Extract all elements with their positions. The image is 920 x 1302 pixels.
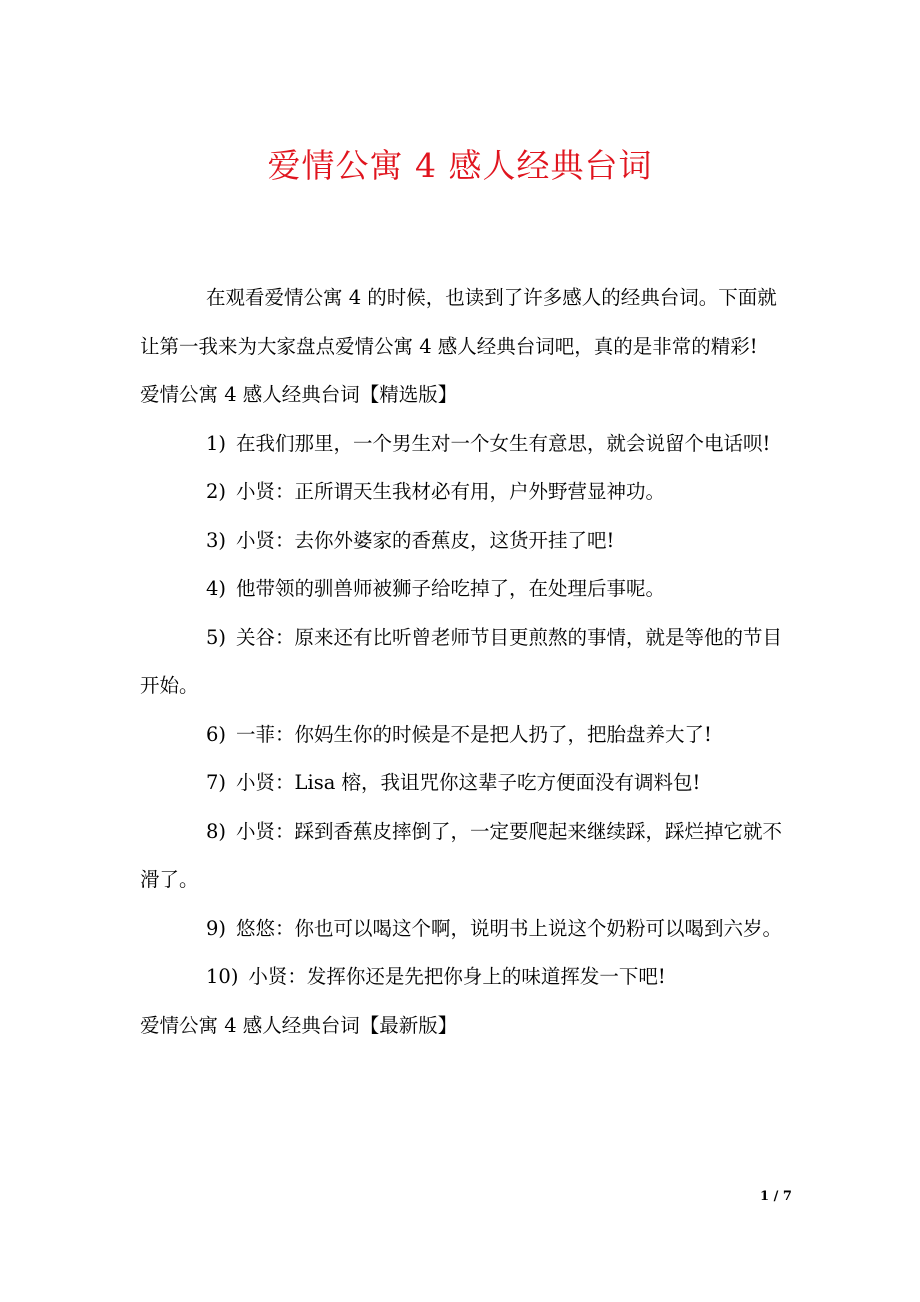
item-text: 小贤：正所谓天生我材必有用，户外野营显神功。 [236,480,666,503]
quote-item [140,905,784,954]
item-text: 他带领的驯兽师被狮子给吃掉了，在处理后事呢。 [236,577,666,600]
item-number: 9) [206,916,227,940]
quote-item [140,420,784,469]
item-number: 8) [206,819,227,843]
quote-item [140,759,784,808]
item-text: 小贤：踩到香蕉皮摔倒了，一定要爬起来继续踩，踩烂掉它就不滑了。 [140,819,783,891]
quote-item [140,808,784,905]
document-title: 爱情公寓 4 感人经典台词 [267,146,653,185]
item-text: 一菲：你妈生你的时候是不是把人扔了，把胎盘养大了! [236,722,712,746]
item-number: 2) [206,480,227,503]
item-number: 4) [206,577,227,600]
item-text: 关谷：原来还有比听曾老师节目更煎熬的事情，就是等他的节目开始。 [140,625,783,697]
document-body [140,274,784,1050]
item-number: 7) [206,771,227,794]
item-number: 6) [206,722,227,746]
item-number: 3) [206,528,227,552]
quote-item [140,711,784,760]
quote-item [140,468,784,517]
section-heading-selected: 爱情公寓 4 感人经典台词【精选版】 [140,383,458,406]
item-number: 1) [206,431,227,455]
page-number: 1 / 7 [760,1189,792,1204]
quote-item [140,953,784,1002]
item-number: 10) [206,965,239,988]
item-text: 小贤：发挥你还是先把你身上的味道挥发一下吧! [248,965,666,988]
item-text: 在我们那里，一个男生对一个女生有意思，就会说留个电话呗! [236,431,771,455]
item-number: 5) [206,625,227,649]
quote-item [140,565,784,614]
section-heading-latest: 爱情公寓 4 感人经典台词【最新版】 [140,1013,458,1037]
item-text: 小贤：Lisa 榕，我诅咒你这辈子吃方便面没有调料包! [236,771,701,794]
item-text: 小贤：去你外婆家的香蕉皮，这货开挂了吧! [236,528,615,552]
quote-item [140,517,784,566]
item-text: 悠悠：你也可以喝这个啊，说明书上说这个奶粉可以喝到六岁。 [236,916,783,940]
intro-paragraph: 在观看爱情公寓 4 的时候，也读到了许多感人的经典台词。下面就让第一我来为大家盘点爱情公寓 4 感人经典台词吧，真的是非常的精彩! [140,286,777,358]
quote-item [140,614,784,711]
